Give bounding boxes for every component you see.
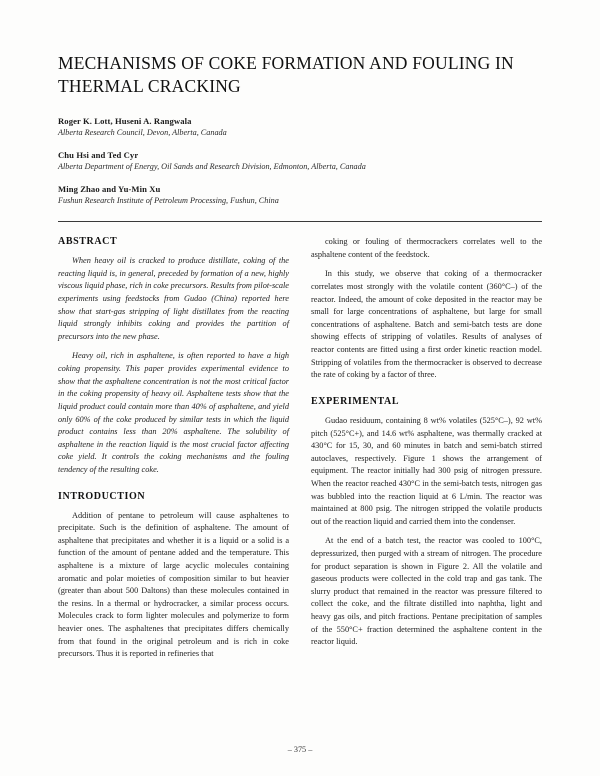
introduction-heading: INTRODUCTION — [58, 490, 146, 502]
author-names: Ming Zhao and Yu-Min Xu — [58, 184, 161, 195]
experimental-paragraph: At the end of a batch test, the reactor was cooled to 100°C, depressurized, then purged with a stream of nitrogen. The procedure for product separation is shown in Figure 2. All the volatile and gaseous products were collected in the cold trap and gas tank. The slurry product that remained in the reactor was pressure filtered to collect the coke, and the filtrate distilled into naphtha, light and heavy gas oils, and pitch fractions. Pentane precipitation of samples of the 550°C+ fraction determined the asphaltene content in the reactor liquid. — [311, 536, 542, 647]
two-column-body — [58, 236, 542, 668]
author-block — [58, 184, 542, 205]
experimental-heading: EXPERIMENTAL — [311, 395, 400, 407]
abstract-paragraph: Heavy oil, rich in asphaltene, is often reported to have a high coking propensity. This paper provides experimental evidence to show that the asphaltene concentration is not the most critical factor in the coking propensity of heavy oil. Asphaltene tests show that the liquid product could contain more than 40% of asphaltene, and yield only 60% of the coke produced by similar tests in which the liquid product contains less than 20% asphaltene. The solubility of asphaltene in the reaction liquid is the most crucial factor affecting coke yield. It controls the coking mechanisms and the fouling tendency of the resulting coke. — [58, 351, 289, 474]
right-column — [311, 236, 542, 668]
author-affiliation: Fushun Research Institute of Petroleum Processing, Fushun, China — [58, 196, 279, 206]
left-column — [58, 236, 289, 668]
body-paragraph: In this study, we observe that coking of a thermocracker correlates most strongly with the volatile content (360°C–) of the reactor. Indeed, the amount of coke deposited in the reactor may be small for large concentrations of asphaltene, but large for small concentrations of asphaltene. Batch and semi-batch tests are done showing effects of stripping of volatiles. Results of analyses of reactor contents are fitted using a first order kinetic reaction model. Stripping of volatiles from the thermocracker is observed to decrease the rate of coking by a factor of three. — [311, 269, 542, 380]
author-affiliation: Alberta Research Council, Devon, Alberta, Canada — [58, 128, 227, 138]
experimental-paragraph: Gudao residuum, containing 8 wt% volatiles (525°C–), 92 wt% pitch (525°C+), and 14.6 wt% asphaltene, was thermally cracked at 430°C for 15, 30, and 60 minutes in batch and semi-batch stirred autoclaves, respectively. Figure 1 shows the arrangement of equipment. The reactor initially had 300 psig of nitrogen pressure. When the reactor reached 430°C in the semi-batch tests, nitrogen gas was bubbled into the reaction liquid at 6 L/min. The reactor was maintained at 800 psig. The nitrogen stripped the volatile products out of the reaction liquid and carried them into the condenser. — [311, 415, 542, 526]
author-affiliation: Alberta Department of Energy, Oil Sands and Research Division, Edmonton, Alberta, Canada — [58, 162, 366, 172]
abstract-paragraph: When heavy oil is cracked to produce distillate, coking of the reacting liquid is, in general, preceded by formation of a new, highly viscous liquid phase, rich in coke precursors. Results from pilot-scale experiments using feedstocks from Gudao (China) reported here show that start-gas stripping of light distillates from the reacting liquid strongly inhibits coking and provides the partition of precursors into the new phase. — [58, 256, 289, 341]
page-title: MECHANISMS OF COKE FORMATION AND FOULING IN THERMAL CRACKING — [58, 53, 514, 97]
introduction-paragraph: Addition of pentane to petroleum will cause asphaltenes to precipitate. Such is the definition of asphaltene. The amount of asphaltene that precipitates and whether it is a liquid or a solid is a function of the amount of pentane added and the temperature. This asphaltene is a mixture of large acyclic molecules containing aromatic and polar moieties of composition similar to but heavier (greater than about 500 Daltons) than these molecules contained in the resins. In a thermal or hydrocracker, a similar process occurs. Molecules crack to form lighter molecules and polymerize to form heavier ones. The asphaltenes that precipitates differs chemically from that found in the original petroleum and is rich in coke precursors. Thus it is reported in refineries that — [58, 510, 289, 659]
author-block — [58, 116, 542, 137]
continued-paragraph: coking or fouling of thermocrackers correlates well to the asphaltene content of the feedstock. — [311, 237, 542, 259]
abstract-heading: ABSTRACT — [58, 236, 118, 248]
author-names: Chu Hsi and Ted Cyr — [58, 150, 139, 161]
page-footer: – 375 – — [287, 745, 313, 754]
header-divider — [58, 221, 542, 222]
author-block — [58, 150, 542, 171]
author-names: Roger K. Lott, Huseni A. Rangwala — [58, 116, 192, 127]
